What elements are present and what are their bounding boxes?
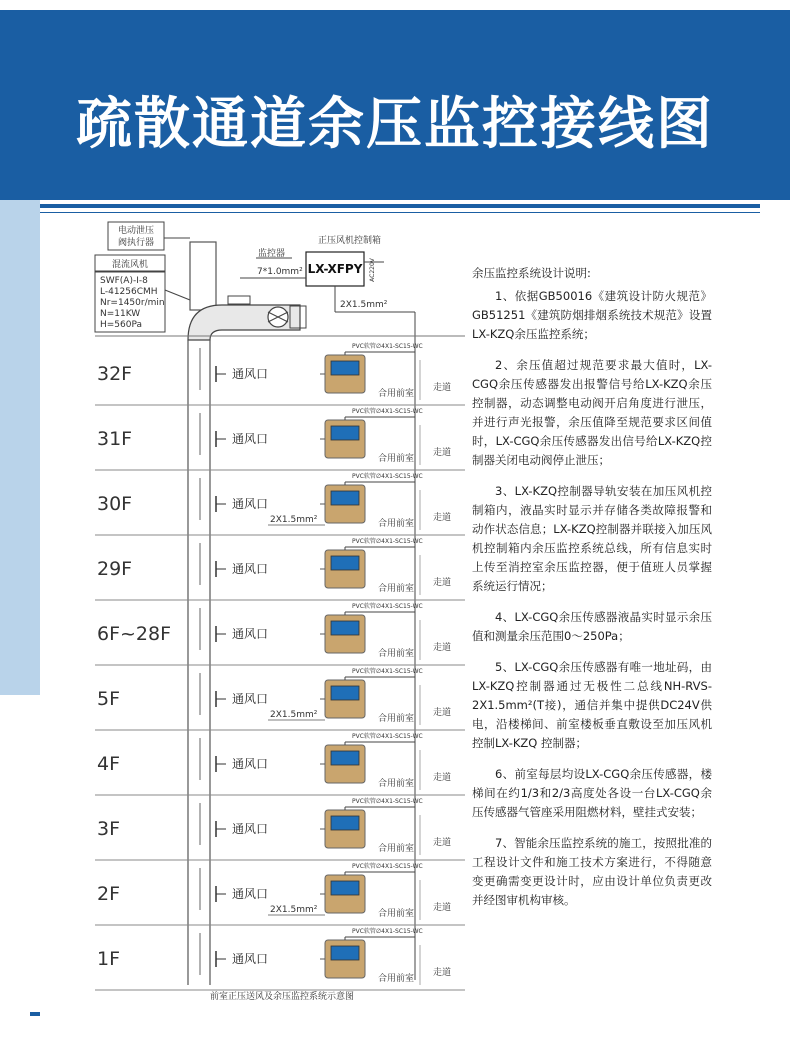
floor-label: 4F xyxy=(97,753,121,775)
floor-label: 30F xyxy=(97,493,133,515)
front-room-label: 合用前室 xyxy=(378,974,415,984)
vent-label: 通风口 xyxy=(232,822,269,836)
pipe-note: PVC软管∅4X1-SC15-WC xyxy=(352,343,423,350)
pipe-note: PVC软管∅4X1-SC15-WC xyxy=(352,603,423,610)
monitor-label: 监控器 xyxy=(258,249,286,259)
fan-spec-3: Nr=1450r/min xyxy=(100,298,165,308)
pipe-note: PVC软管∅4X1-SC15-WC xyxy=(352,538,423,545)
vent-label: 通风口 xyxy=(232,692,269,706)
fan-label: 混流风机 xyxy=(111,260,149,270)
pipe-note: PVC软管∅4X1-SC15-WC xyxy=(352,733,423,740)
figure-caption: 前室正压送风及余压监控系统示意图 xyxy=(209,992,355,1002)
vent-label: 通风口 xyxy=(232,757,269,771)
floor-label: 6F~28F xyxy=(97,623,172,645)
damper xyxy=(228,296,250,304)
note-item: 6、前室每层均设LX-CGQ余压传感器，楼梯间在约1/3和2/3高度处各设一台LX-CGQ余压传感器气管座采用阻燃材料，壁挂式安装； xyxy=(472,767,712,819)
notes-title: 余压监控系统设计说明: xyxy=(472,266,591,280)
front-room-label: 合用前室 xyxy=(378,649,415,659)
front-room-label: 合用前室 xyxy=(378,519,415,529)
corridor-label: 走道 xyxy=(433,448,452,458)
vent-label: 通风口 xyxy=(232,627,269,641)
floor-label: 3F xyxy=(97,818,121,840)
vent-label: 通风口 xyxy=(232,887,269,901)
note-item: 4、LX-CGQ余压传感器液晶实时显示余压值和测量余压范围0～250Pa； xyxy=(472,610,712,643)
corridor-label: 走道 xyxy=(433,708,452,718)
fan-spec-1: SWF(A)-I-8 xyxy=(100,276,148,286)
cable-note: 2X1.5mm² xyxy=(270,515,318,525)
cable-note: 2X1.5mm² xyxy=(270,710,318,720)
note-item: 1、依据GB50016《建筑设计防火规范》GB51251《建筑防烟排烟系统技术规范》设置LX-KZQ余压监控系统； xyxy=(472,289,712,341)
sensor-lcd xyxy=(331,881,359,895)
floor-label: 31F xyxy=(97,428,133,450)
pipe-note: PVC软管∅4X1-SC15-WC xyxy=(352,473,423,480)
corridor-label: 走道 xyxy=(433,513,452,523)
cable-trunk-label: 2X1.5mm² xyxy=(340,300,388,310)
corridor-label: 走道 xyxy=(433,838,452,848)
front-room-label: 合用前室 xyxy=(378,779,415,789)
pipe-note: PVC软管∅4X1-SC15-WC xyxy=(352,863,423,870)
sensor-lcd xyxy=(331,426,359,440)
floors-layer xyxy=(95,342,465,990)
vent-label: 通风口 xyxy=(232,497,269,511)
air-duct-upper xyxy=(190,242,216,310)
sensor-lcd xyxy=(331,946,359,960)
corridor-label: 走道 xyxy=(433,968,452,978)
floor-label: 29F xyxy=(97,558,133,580)
note-item: 5、LX-CGQ余压传感器有唯一地址码，由LX-KZQ控制器通过无极性二总线NH-RVS-2X1.5mm²(T接)，通信并集中提供DC24V供电，沿楼梯间、前室楼板垂直敷设至加压风机控制LX-KZQ 控制器； xyxy=(472,660,712,750)
fan-spec-2: L-41256CMH xyxy=(100,287,158,297)
sensor-lcd xyxy=(331,361,359,375)
cable-top-label: 7*1.0mm² xyxy=(257,267,303,277)
sensor-lcd xyxy=(331,816,359,830)
design-notes xyxy=(472,264,712,922)
front-room-label: 合用前室 xyxy=(378,909,415,919)
fan-link xyxy=(165,290,190,300)
sensor-lcd xyxy=(331,751,359,765)
controller-model: LX-XFPY xyxy=(307,262,363,276)
fan-spec-4: N=11KW xyxy=(100,309,141,319)
sensor-lcd xyxy=(331,621,359,635)
floor-label: 32F xyxy=(97,363,133,385)
vent-label: 通风口 xyxy=(232,367,269,381)
sensor-lcd xyxy=(331,686,359,700)
corridor-label: 走道 xyxy=(433,773,452,783)
pipe-note: PVC软管∅4X1-SC15-WC xyxy=(352,668,423,675)
note-item: 7、智能余压监控系统的施工，按照批准的工程设计文件和施工技术方案进行，不得随意变更确需变更设计时，应由设计单位负责更改并经图审机构审核。 xyxy=(472,836,712,907)
corridor-label: 走道 xyxy=(433,383,452,393)
actuator-label-1: 电动泄压 xyxy=(117,226,155,236)
page-title: 疏散通道余压监控接线图 xyxy=(76,92,714,157)
cable-note: 2X1.5mm² xyxy=(270,905,318,915)
front-room-label: 合用前室 xyxy=(378,844,415,854)
front-room-label: 合用前室 xyxy=(378,454,415,464)
sensor-lcd xyxy=(331,491,359,505)
floor-label: 1F xyxy=(97,948,121,970)
corridor-label: 走道 xyxy=(433,643,452,653)
cabinet-label: 正压风机控制箱 xyxy=(318,236,382,246)
vent-label: 通风口 xyxy=(232,952,269,966)
sensor-lcd xyxy=(331,556,359,570)
front-room-label: 合用前室 xyxy=(378,389,415,399)
vent-label: 通风口 xyxy=(232,432,269,446)
floor-label: 2F xyxy=(97,883,121,905)
front-room-label: 合用前室 xyxy=(378,584,415,594)
front-room-label: 合用前室 xyxy=(378,714,415,724)
pipe-note: PVC软管∅4X1-SC15-WC xyxy=(352,798,423,805)
vent-label: 通风口 xyxy=(232,562,269,576)
note-item: 3、LX-KZQ控制器导轨安装在加压风机控制箱内，液晶实时显示并存储各类故障报警和动作状态信息；LX-KZQ控制器并联接入加压风机控制箱内余压监控系统总线，所有信息实时上传至消控室余压监控器，便于值班人员掌握系统运行情况； xyxy=(472,484,712,593)
note-item: 2、余压值超过规范要求最大值时，LX-CGQ余压传感器发出报警信号给LX-KZQ余压控制器，动态调整电动阀开启角度进行泄压，并进行声光报警，余压值降至规范要求区间值时，LX-CGQ余压传感器发出信号给LX-KZQ控制器关闭电动阀停止泄压； xyxy=(472,358,712,467)
actuator-label-2: 阀执行器 xyxy=(117,238,155,248)
corridor-label: 走道 xyxy=(433,903,452,913)
fan-spec-5: H=560Pa xyxy=(100,320,143,330)
voltage-label: AC220V xyxy=(369,258,376,282)
pipe-note: PVC软管∅4X1-SC15-WC xyxy=(352,408,423,415)
floor-label: 5F xyxy=(97,688,121,710)
pipe-note: PVC软管∅4X1-SC15-WC xyxy=(352,928,423,935)
corridor-label: 走道 xyxy=(433,578,452,588)
